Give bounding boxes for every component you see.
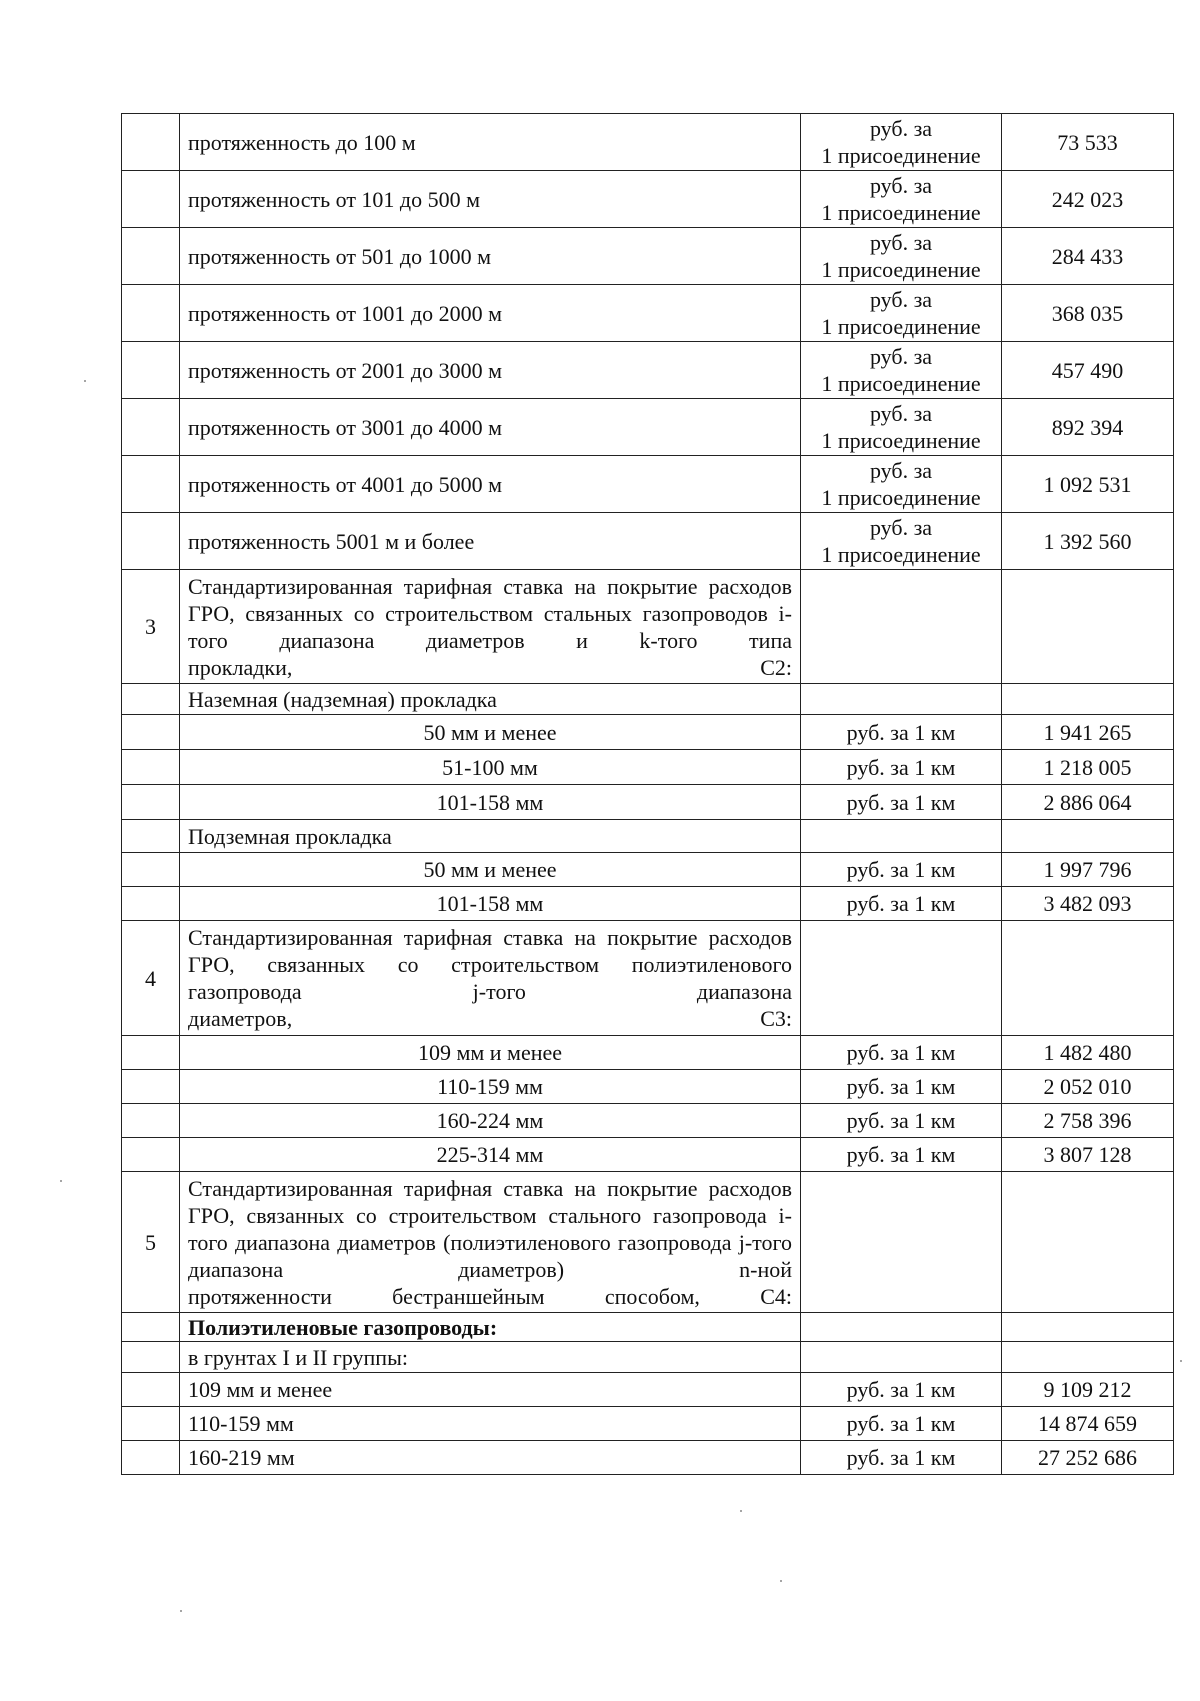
number-cell [122, 228, 180, 285]
unit-line-2: 1 присоединение [821, 257, 981, 282]
value-cell: 368 035 [1002, 285, 1174, 342]
value-cell: 892 394 [1002, 399, 1174, 456]
number-cell [122, 715, 180, 750]
number-cell [122, 456, 180, 513]
table-row [122, 1070, 1174, 1104]
scan-speck [780, 1580, 782, 1582]
table-row [122, 1104, 1174, 1138]
value-cell: 2 758 396 [1002, 1104, 1174, 1138]
unit-line-2: 1 присоединение [821, 542, 981, 567]
number-cell [122, 853, 180, 887]
number-cell [122, 785, 180, 820]
number-cell [122, 399, 180, 456]
value-cell [1002, 570, 1174, 684]
value-cell: 9 109 212 [1002, 1373, 1174, 1407]
name-cell: 101-158 мм [180, 887, 801, 921]
table-row [122, 715, 1174, 750]
number-cell [122, 1070, 180, 1104]
unit-line-2: 1 присоединение [821, 428, 981, 453]
name-cell: 225-314 мм [180, 1138, 801, 1172]
number-cell [122, 1441, 180, 1475]
number-cell [122, 887, 180, 921]
unit-cell: руб. за 1 км [801, 1407, 1002, 1441]
name-cell: 51-100 мм [180, 750, 801, 785]
name-cell: 50 мм и менее [180, 715, 801, 750]
subheader-label: в грунтах I и II группы: [180, 1342, 801, 1373]
value-cell [1002, 1172, 1174, 1313]
table-row [122, 785, 1174, 820]
unit-cell [801, 285, 1002, 342]
section-description [180, 570, 801, 684]
table-row [122, 513, 1174, 570]
number-cell [122, 1373, 180, 1407]
table-row [122, 750, 1174, 785]
value-cell [1002, 820, 1174, 853]
section-text-last: прокладки, С2: [188, 654, 792, 680]
table-row [122, 228, 1174, 285]
unit-cell: руб. за 1 км [801, 1104, 1002, 1138]
name-cell: 110-159 мм [180, 1070, 801, 1104]
subheader-label: Наземная (надземная) прокладка [180, 684, 801, 715]
unit-line-2: 1 присоединение [821, 371, 981, 396]
value-cell: 1 392 560 [1002, 513, 1174, 570]
unit-cell [801, 1342, 1002, 1373]
unit-cell [801, 1172, 1002, 1313]
table-row [122, 114, 1174, 171]
scan-speck [180, 1610, 182, 1612]
name-cell: 109 мм и менее [180, 1373, 801, 1407]
table-row [122, 887, 1174, 921]
unit-cell [801, 171, 1002, 228]
value-cell: 3 482 093 [1002, 887, 1174, 921]
unit-line-2: 1 присоединение [821, 200, 981, 225]
unit-line-1: руб. за [869, 401, 933, 426]
number-cell [122, 750, 180, 785]
value-cell: 1 941 265 [1002, 715, 1174, 750]
value-cell: 1 218 005 [1002, 750, 1174, 785]
table-row [122, 342, 1174, 399]
section-number: 4 [122, 921, 180, 1036]
number-cell [122, 1104, 180, 1138]
subheader-label: Полиэтиленовые газопроводы: [180, 1313, 801, 1342]
subheader-row [122, 820, 1174, 853]
unit-cell [801, 570, 1002, 684]
name-cell: протяженность от 2001 до 3000 м [180, 342, 801, 399]
unit-cell [801, 456, 1002, 513]
table-row [122, 1036, 1174, 1070]
unit-line-2: 1 присоединение [821, 314, 981, 339]
name-cell: протяженность до 100 м [180, 114, 801, 171]
value-cell: 2 886 064 [1002, 785, 1174, 820]
unit-line-1: руб. за [869, 116, 933, 141]
scan-speck [84, 380, 86, 382]
unit-cell: руб. за 1 км [801, 1036, 1002, 1070]
name-cell: протяженность от 1001 до 2000 м [180, 285, 801, 342]
subheader-row [122, 1342, 1174, 1373]
table-row [122, 285, 1174, 342]
section-row [122, 1172, 1174, 1313]
number-cell [122, 1138, 180, 1172]
tariff-table [121, 113, 1174, 1475]
section-number: 5 [122, 1172, 180, 1313]
unit-cell: руб. за 1 км [801, 1373, 1002, 1407]
value-cell: 1 092 531 [1002, 456, 1174, 513]
value-cell [1002, 1342, 1174, 1373]
table-row [122, 1138, 1174, 1172]
unit-line-1: руб. за [869, 344, 933, 369]
name-cell: 160-219 мм [180, 1441, 801, 1475]
number-cell [122, 513, 180, 570]
value-cell: 73 533 [1002, 114, 1174, 171]
unit-line-1: руб. за [869, 515, 933, 540]
number-cell [122, 171, 180, 228]
unit-line-1: руб. за [869, 287, 933, 312]
section-text: Стандартизированная тарифная ставка на покрытие расходов ГРО, связанных со строительством стальных газопроводов i-того диапазона диаметров и k-того типа [188, 573, 792, 653]
value-cell [1002, 684, 1174, 715]
unit-line-1: руб. за [869, 458, 933, 483]
value-cell: 3 807 128 [1002, 1138, 1174, 1172]
name-cell: 101-158 мм [180, 785, 801, 820]
unit-cell: руб. за 1 км [801, 1441, 1002, 1475]
number-cell [122, 342, 180, 399]
unit-cell: руб. за 1 км [801, 1070, 1002, 1104]
unit-cell [801, 114, 1002, 171]
name-cell: 160-224 мм [180, 1104, 801, 1138]
section-description [180, 921, 801, 1036]
name-cell: 109 мм и менее [180, 1036, 801, 1070]
value-cell: 27 252 686 [1002, 1441, 1174, 1475]
name-cell: 50 мм и менее [180, 853, 801, 887]
section-text: Стандартизированная тарифная ставка на покрытие расходов ГРО, связанных со строительством полиэтиленового газопровода j-того диапазона [188, 925, 792, 1004]
number-cell [122, 820, 180, 853]
table-row [122, 1373, 1174, 1407]
table-row [122, 399, 1174, 456]
number-cell [122, 1407, 180, 1441]
unit-cell [801, 921, 1002, 1036]
section-number: 3 [122, 570, 180, 684]
table-row [122, 171, 1174, 228]
unit-cell: руб. за 1 км [801, 853, 1002, 887]
table-row [122, 1441, 1174, 1475]
section-text: Стандартизированная тарифная ставка на покрытие расходов ГРО, связанных со строительством стального газопровода i-того диапазона диаметров (полиэтиленового газопровода j-того диапазона диаметров) n-ной [188, 1175, 792, 1282]
name-cell: протяженность от 3001 до 4000 м [180, 399, 801, 456]
unit-cell: руб. за 1 км [801, 1138, 1002, 1172]
section-row [122, 570, 1174, 684]
table-row [122, 853, 1174, 887]
unit-cell [801, 820, 1002, 853]
section-text-last: диаметров, С3: [188, 1006, 792, 1031]
unit-cell [801, 684, 1002, 715]
unit-cell [801, 342, 1002, 399]
value-cell: 2 052 010 [1002, 1070, 1174, 1104]
unit-line-1: руб. за [869, 173, 933, 198]
value-cell [1002, 1313, 1174, 1342]
name-cell: протяженность 5001 м и более [180, 513, 801, 570]
scan-speck [740, 1510, 742, 1512]
value-cell: 1 482 480 [1002, 1036, 1174, 1070]
value-cell: 1 997 796 [1002, 853, 1174, 887]
name-cell: 110-159 мм [180, 1407, 801, 1441]
value-cell: 14 874 659 [1002, 1407, 1174, 1441]
subheader-row [122, 1313, 1174, 1342]
name-cell: протяженность от 101 до 500 м [180, 171, 801, 228]
unit-cell: руб. за 1 км [801, 715, 1002, 750]
name-cell: протяженность от 501 до 1000 м [180, 228, 801, 285]
unit-line-2: 1 присоединение [821, 485, 981, 510]
unit-cell [801, 513, 1002, 570]
value-cell: 457 490 [1002, 342, 1174, 399]
unit-cell: руб. за 1 км [801, 750, 1002, 785]
number-cell [122, 285, 180, 342]
value-cell [1002, 921, 1174, 1036]
number-cell [122, 1313, 180, 1342]
unit-cell [801, 399, 1002, 456]
number-cell [122, 1036, 180, 1070]
section-description [180, 1172, 801, 1313]
value-cell: 242 023 [1002, 171, 1174, 228]
number-cell [122, 114, 180, 171]
table-row [122, 456, 1174, 513]
name-cell: протяженность от 4001 до 5000 м [180, 456, 801, 513]
unit-cell: руб. за 1 км [801, 785, 1002, 820]
subheader-row [122, 684, 1174, 715]
unit-line-1: руб. за [869, 230, 933, 255]
section-text-last: протяженности бестраншейным способом, С4: [188, 1283, 792, 1309]
unit-cell [801, 1313, 1002, 1342]
subheader-label: Подземная прокладка [180, 820, 801, 853]
unit-line-2: 1 присоединение [821, 143, 981, 168]
number-cell [122, 1342, 180, 1373]
value-cell: 284 433 [1002, 228, 1174, 285]
scan-speck [60, 1180, 62, 1182]
table-row [122, 1407, 1174, 1441]
section-row [122, 921, 1174, 1036]
scan-speck [1180, 1360, 1182, 1362]
unit-cell [801, 228, 1002, 285]
unit-cell: руб. за 1 км [801, 887, 1002, 921]
number-cell [122, 684, 180, 715]
